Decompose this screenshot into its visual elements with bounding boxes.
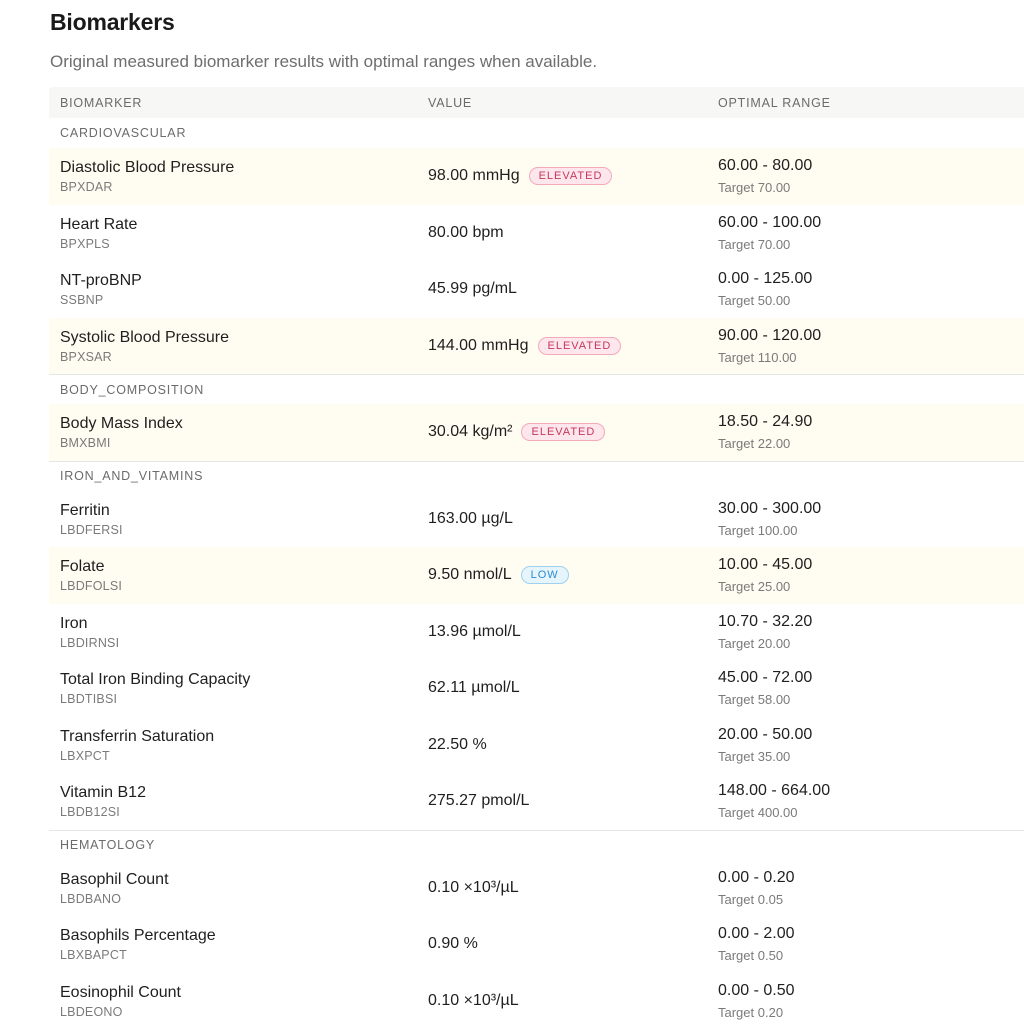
biomarker-name: NT-proBNP [60, 272, 142, 289]
optimal-range: 45.00 - 72.00 [718, 669, 813, 686]
value-cell [428, 148, 612, 205]
biomarker-code: LBDTIBSI [60, 692, 118, 706]
optimal-range: 18.50 - 24.90 [718, 413, 813, 430]
section-header [49, 374, 1024, 404]
page-title: Biomarkers [50, 9, 175, 35]
value-text: 13.96 µmol/L [428, 622, 521, 640]
table-row[interactable] [49, 404, 1024, 461]
section-header [49, 461, 1024, 491]
biomarker-name: Heart Rate [60, 215, 138, 233]
status-badge: ELEVATED [538, 337, 622, 355]
biomarker-name: Folate [60, 558, 105, 575]
biomarker-name: Ferritin [60, 501, 110, 519]
biomarker-code: LBDFERSI [60, 522, 123, 537]
section-header [49, 830, 1024, 860]
column-header-biomarker[interactable]: BIOMARKER [60, 95, 143, 110]
optimal-range: 0.00 - 0.50 [718, 981, 795, 999]
optimal-range: 148.00 - 664.00 [718, 782, 831, 799]
value-cell [428, 916, 478, 973]
biomarker-name: Vitamin B12 [60, 784, 146, 801]
optimal-range: 0.00 - 0.20 [718, 868, 795, 886]
section-label: IRON_AND_VITAMINS [60, 469, 204, 483]
biomarker-code: BPXDAR [60, 180, 113, 194]
target-value: Target 20.00 [718, 635, 791, 651]
optimal-range: 60.00 - 100.00 [718, 213, 822, 231]
table-row[interactable] [49, 973, 1024, 1024]
biomarker-code: LBDFOLSI [60, 579, 123, 593]
biomarker-code: LBDB12SI [60, 805, 120, 819]
biomarker-name: Systolic Blood Pressure [60, 328, 229, 346]
value-text: 0.10 ×10³/µL [428, 991, 519, 1009]
value-cell [428, 773, 529, 830]
value-text: 0.10 ×10³/µL [428, 878, 519, 896]
optimal-range: 60.00 - 80.00 [718, 157, 813, 174]
table-row[interactable] [49, 491, 1024, 548]
target-value: Target 70.00 [718, 180, 791, 195]
target-value: Target 0.50 [718, 948, 784, 963]
table-row[interactable] [49, 148, 1024, 205]
value-cell [428, 860, 519, 917]
table-row[interactable] [49, 717, 1024, 774]
target-value: Target 0.20 [718, 1004, 784, 1020]
column-header-optimal-range[interactable]: OPTIMAL RANGE [718, 95, 831, 110]
biomarker-code: BPXSAR [60, 349, 112, 364]
biomarker-code: BPXPLS [60, 236, 110, 251]
section-label: HEMATOLOGY [60, 838, 156, 852]
value-text: 0.90 % [428, 935, 478, 953]
table-row[interactable] [49, 604, 1024, 661]
value-text: 163.00 µg/L [428, 509, 513, 527]
biomarker-code: BMXBMI [60, 436, 111, 450]
optimal-range: 10.00 - 45.00 [718, 556, 813, 573]
table-header [49, 87, 1024, 118]
optimal-range: 90.00 - 120.00 [718, 326, 822, 344]
table-row[interactable] [49, 660, 1024, 717]
value-cell [428, 404, 605, 461]
table-row[interactable] [49, 318, 1024, 375]
value-cell [428, 205, 504, 262]
value-text: 144.00 mmHg [428, 336, 529, 354]
status-badge: ELEVATED [521, 423, 605, 441]
value-text: 22.50 % [428, 735, 487, 753]
target-value: Target 100.00 [718, 522, 798, 538]
target-value: Target 35.00 [718, 748, 791, 764]
value-cell [428, 604, 521, 661]
biomarker-name: Eosinophil Count [60, 983, 181, 1001]
target-value: Target 0.05 [718, 891, 784, 907]
table-row[interactable] [49, 261, 1024, 318]
value-text: 275.27 pmol/L [428, 792, 530, 810]
section-label: CARDIOVASCULAR [60, 126, 187, 140]
value-cell [428, 660, 520, 717]
biomarker-name: Diastolic Blood Pressure [60, 159, 235, 176]
biomarker-code: LBDIRNSI [60, 635, 120, 650]
value-text: 80.00 bpm [428, 223, 504, 241]
biomarker-code: LBXBAPCT [60, 948, 127, 962]
biomarker-name: Basophils Percentage [60, 927, 216, 944]
biomarker-name: Iron [60, 614, 88, 632]
biomarkers-table [49, 87, 1024, 1024]
biomarker-code: SSBNP [60, 293, 104, 307]
value-text: 30.04 kg/m² [428, 423, 513, 441]
biomarker-name: Body Mass Index [60, 415, 183, 432]
table-row[interactable] [49, 773, 1024, 830]
table-row[interactable] [49, 205, 1024, 262]
target-value: Target 25.00 [718, 579, 791, 594]
page-subtitle: Original measured biomarker results with optimal ranges when available. [50, 52, 598, 71]
target-value: Target 70.00 [718, 236, 791, 252]
value-cell [428, 973, 519, 1024]
biomarker-name: Total Iron Binding Capacity [60, 671, 251, 688]
target-value: Target 400.00 [718, 805, 798, 820]
value-text: 9.50 nmol/L [428, 566, 512, 584]
table-row[interactable] [49, 916, 1024, 973]
biomarker-name: Transferrin Saturation [60, 727, 215, 745]
value-cell [428, 547, 569, 604]
optimal-range: 0.00 - 2.00 [718, 925, 795, 942]
target-value: Target 50.00 [718, 293, 791, 308]
biomarker-code: LBDBANO [60, 891, 122, 906]
section-label: BODY_COMPOSITION [60, 382, 205, 397]
table-body [49, 118, 1024, 1024]
value-cell [428, 491, 513, 548]
table-row[interactable] [49, 547, 1024, 604]
target-value: Target 58.00 [718, 692, 791, 707]
optimal-range: 30.00 - 300.00 [718, 499, 822, 517]
value-cell [428, 261, 517, 318]
biomarker-code: LBXPCT [60, 748, 110, 763]
value-text: 45.99 pg/mL [428, 280, 517, 298]
target-value: Target 22.00 [718, 436, 791, 451]
value-text: 62.11 µmol/L [428, 679, 520, 697]
optimal-range: 20.00 - 50.00 [718, 725, 813, 743]
value-text: 98.00 mmHg [428, 167, 520, 185]
table-row[interactable] [49, 860, 1024, 917]
value-cell [428, 318, 621, 375]
status-badge: LOW [521, 566, 569, 584]
optimal-range: 0.00 - 125.00 [718, 270, 813, 287]
optimal-range: 10.70 - 32.20 [718, 612, 813, 630]
biomarker-code: LBDEONO [60, 1004, 123, 1019]
biomarker-name: Basophil Count [60, 870, 169, 888]
status-badge: ELEVATED [529, 167, 613, 185]
column-header-value[interactable]: VALUE [428, 95, 473, 110]
section-header [49, 118, 1024, 148]
value-cell [428, 717, 487, 774]
target-value: Target 110.00 [718, 349, 797, 365]
